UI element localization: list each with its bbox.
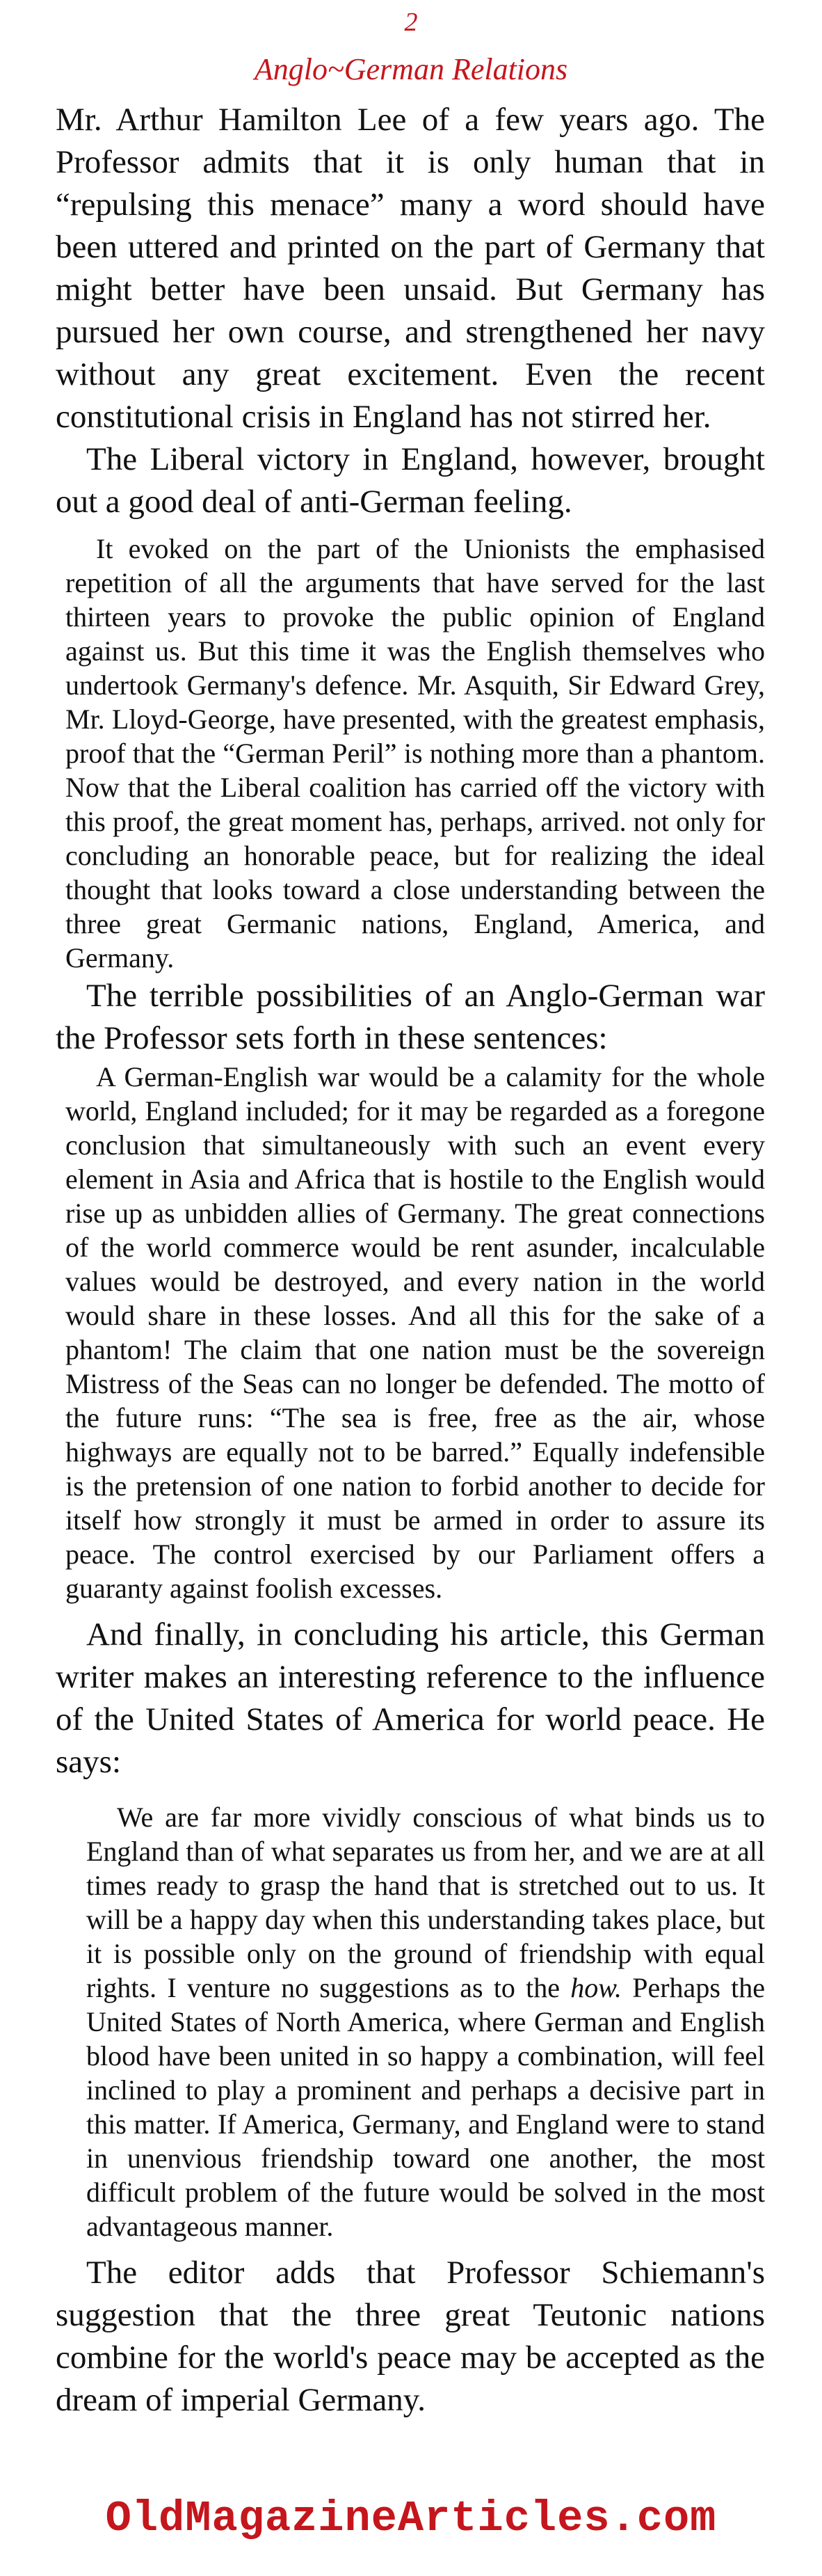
paragraph-possibilities: The terrible possibilities of an Anglo-German war the Professor sets forth in these sentences: [56,978,765,1056]
site-watermark: OldMagazineArticles.com [105,2494,717,2543]
paragraph-lee: Mr. Arthur Hamilton Lee of a few years ago. The Professor admits that it is only human that in “repulsing this menace” many a word should have been uttered and printed on the part of Germany that might better have been unsaid. But Germany has pursued her own course, and strengthened her navy without any great excitement. Even the recent constitutional crisis in England has not stirred her. [56,102,765,435]
article-column [56,99,765,2422]
quote-america-part-1: We are far more vividly conscious of what binds us to England than of what separates us from her, and we are at all times ready to grasp the hand that is stretched out to us. It will be a happy day when this understanding takes place, but it is possible only on the ground of friendship with equal rights. I venture no suggestions as to the [86,1802,765,2003]
page-number: 2 [404,8,418,37]
paragraph-liberal-victory: The Liberal victory in England, however, brought out a good deal of anti-German feeling. [56,441,765,520]
quote-war-calamity: A German-English war would be a calamity for the whole world, England included; for it may be regarded as a foregone conclusion that simultaneously with such an event every element in Asia and Africa that is hostile to the English would rise up as unbidden allies of Germany. The great connections of the world commerce would be rent asunder, incalculable values would be destroyed, and every nation in the world would share in these losses. And all this for the sake of a phantom! The claim that one nation must be the sovereign Mistress of the Seas can no longer be defended. The motto of the future runs: “The sea is free, free as the air, whose highways are equally not to be barred.” Equally indefensible is the pretension of one nation to forbid another to decide for itself how strongly it must be armed in order to assure its peace. The control exercised by our Parliament offers a guaranty against foolish excesses. [65,1061,765,1604]
quote-america-emphasis: how. [570,1972,622,2003]
page-title: Anglo~German Relations [254,52,568,86]
quote-america-part-2: Perhaps the United States of North America, where German and English blood have been united in so happy a combination, will feel inclined to play a prominent and perhaps a decisive part in this matter. If America, Germany, and England were to stand in unenvious friendship toward one another, the most difficult problem of the future would be solved in the most advantageous manner. [86,1972,765,2242]
paragraph-finally: And finally, in concluding his article, this German writer makes an interesting reference to the influence of the United States of America for world peace. He says: [56,1616,765,1780]
quote-unionists: It evoked on the part of the Unionists the emphasised repetition of all the arguments that have served for the last thirteen years to provoke the public opinion of England against us. But this time it was the English themselves who undertook Germany's defence. Mr. Asquith, Sir Edward Grey, Mr. Lloyd-George, have presented, with the greatest emphasis, proof that the “German Peril” is nothing more than a phantom. Now that the Liberal coalition has carried off the victory with this proof, the great moment has, perhaps, arrived. not only for concluding an honorable peace, but for realizing the ideal thought that looks toward a close understanding between the three great Germanic nations, England, America, and Germany. [65,533,765,973]
quote-america [86,1800,765,2243]
paragraph-editor: The editor adds that Professor Schiemann's suggestion that the three great Teutonic nations combine for the world's peace may be accepted as the dream of imperial Germany. [56,2255,765,2418]
